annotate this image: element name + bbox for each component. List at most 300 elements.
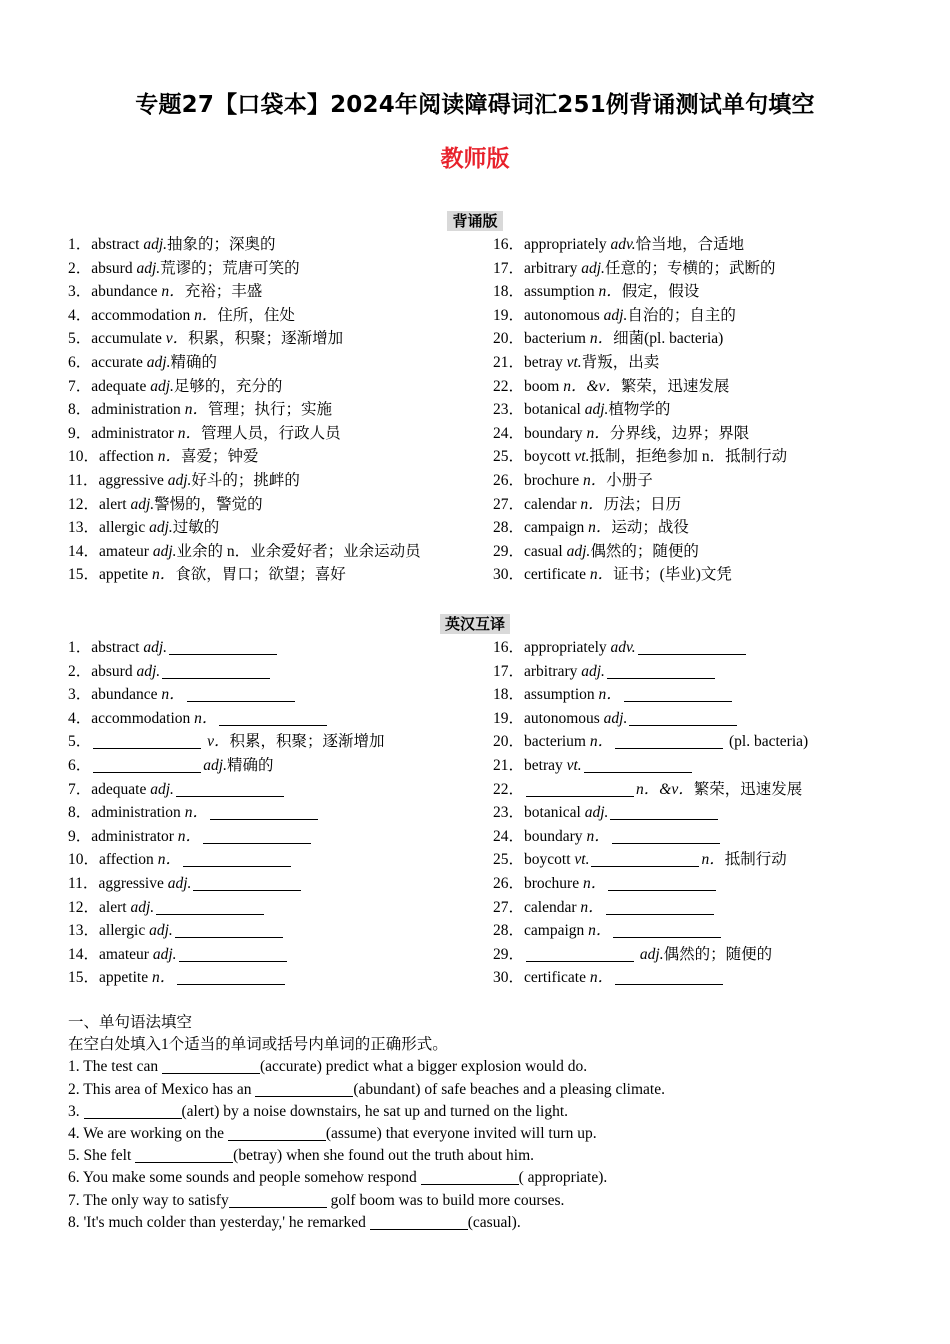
entry-word: brochure [524, 471, 583, 489]
answer-blank[interactable] [629, 710, 737, 726]
entry-number: 22． [493, 780, 525, 798]
answer-blank[interactable] [183, 851, 291, 867]
entry-pos: n． [586, 424, 610, 442]
entry-number: 19． [493, 709, 525, 727]
entry-pos: adj. [584, 401, 609, 419]
question-text: 4. We are working on the [68, 1124, 228, 1142]
test-entry [68, 943, 385, 967]
entry-meaning: 管理人员，行政人员 [201, 424, 341, 442]
entry-word: boundary [524, 827, 587, 845]
vocab-entry [493, 445, 787, 469]
entry-number: 6． [68, 756, 92, 774]
entry-number: 11． [68, 874, 99, 892]
grammar-question [68, 1079, 665, 1101]
entry-pos: adj. [152, 542, 177, 560]
entry-pos: adj. [581, 259, 605, 277]
entry-meaning: 偶然的；随便的 [590, 542, 699, 560]
question-text: (assume) that everyone invited will turn up. [325, 1124, 597, 1142]
entry-word: alert [99, 495, 131, 513]
question-text: 7. The only way to satisfy [68, 1191, 229, 1209]
vocab-entry [68, 257, 421, 281]
vocab-list-left [68, 233, 421, 587]
entry-pos: vt. [574, 448, 590, 466]
vocab-entry [68, 469, 421, 493]
test-entry [493, 707, 808, 731]
entry-word: campaign [524, 519, 589, 537]
entry-pos: adj. [167, 471, 192, 489]
entry-meaning: 精确的 [226, 756, 274, 774]
entry-number: 28． [493, 519, 525, 537]
entry-pos: n． [589, 969, 614, 987]
grammar-heading: 一、单句语法填空 [68, 1014, 193, 1031]
answer-blank[interactable] [135, 1148, 233, 1163]
entry-number: 16． [493, 236, 525, 253]
test-entry [68, 778, 385, 802]
entry-number: 17． [493, 662, 525, 680]
entry-pos: n． [589, 330, 614, 348]
test-entry [493, 896, 808, 920]
question-text: ( appropriate). [518, 1169, 608, 1187]
answer-blank[interactable] [162, 1059, 260, 1074]
vocab-list-right [493, 233, 787, 587]
entry-number: 5． [68, 733, 92, 751]
entry-number: 25． [493, 851, 525, 869]
entry-number: 23． [493, 401, 525, 419]
test-entry [493, 636, 808, 660]
answer-blank[interactable] [615, 733, 723, 749]
entry-word: amateur [99, 945, 153, 963]
vocab-entry [493, 469, 787, 493]
entry-word: brochure [524, 874, 583, 892]
entry-pos: n． [582, 874, 607, 892]
entry-word: administration [91, 401, 185, 419]
entry-number: 29． [493, 542, 525, 560]
entry-pos: n．&v． [563, 377, 621, 395]
entry-number: 24． [493, 424, 525, 442]
entry-meaning: 抽象的；深奥的 [167, 236, 276, 253]
entry-pos: vt. [566, 353, 582, 371]
entry-number: 28． [493, 922, 525, 940]
entry-meaning: 繁荣，迅速发展 [693, 780, 803, 798]
vocab-entry [68, 516, 421, 540]
entry-word: campaign [524, 922, 589, 940]
answer-blank[interactable] [219, 710, 327, 726]
entry-number: 7． [68, 780, 92, 798]
entry-pos: adj. [130, 495, 155, 513]
entry-word: boom [524, 377, 564, 395]
test-entry [68, 660, 385, 684]
entry-pos: n． [184, 401, 208, 419]
entry-meaning: 历法；日历 [603, 495, 682, 513]
answer-blank[interactable] [370, 1215, 468, 1230]
grammar-question [68, 1101, 665, 1123]
entry-pos: n． [157, 448, 181, 466]
vocab-entry [493, 516, 787, 540]
entry-number: 24． [493, 827, 525, 845]
entry-word: abundance [91, 686, 162, 704]
entry-word: arbitrary [524, 662, 582, 680]
vocab-entry [68, 563, 421, 587]
vocab-entry [68, 398, 421, 422]
entry-number: 22． [493, 377, 525, 395]
entry-pos: adj. [130, 898, 155, 916]
answer-blank[interactable] [84, 1104, 182, 1119]
entry-number: 9． [68, 827, 92, 845]
entry-meaning: 积累，积聚；逐渐增加 [229, 733, 385, 751]
entry-meaning: 好斗的；挑衅的 [191, 471, 300, 489]
entry-word: arbitrary [524, 259, 582, 277]
section-translate-label: 英汉互译 [0, 613, 950, 634]
entry-pos: n． [598, 686, 622, 704]
answer-blank[interactable] [229, 1193, 327, 1208]
entry-pos: adj. [603, 709, 628, 727]
answer-blank[interactable] [203, 828, 311, 844]
vocab-entry [68, 351, 421, 375]
grammar-question [68, 1123, 665, 1145]
answer-blank[interactable] [591, 851, 699, 867]
test-entry [68, 801, 385, 825]
entry-word: assumption [524, 686, 599, 704]
vocab-entry [493, 563, 787, 587]
entry-number: 29． [493, 945, 525, 963]
page-title: 专题27【口袋本】2024年阅读障碍词汇251例背诵测试单句填空 [135, 92, 815, 118]
entry-number: 27． [493, 495, 525, 513]
entry-word: calendar [524, 898, 581, 916]
test-entry [68, 683, 385, 707]
vocab-entry [493, 493, 787, 517]
entry-meaning: 偶然的；随便的 [663, 945, 773, 963]
test-entry [68, 730, 385, 754]
entry-word: boundary [524, 424, 587, 442]
answer-blank[interactable] [187, 686, 295, 702]
entry-number: 18． [493, 283, 525, 301]
answer-blank[interactable] [176, 781, 284, 797]
entry-pos: n． [151, 969, 176, 987]
entry-pos: n． [194, 306, 218, 324]
entry-number: 6． [68, 353, 92, 371]
entry-meaning: 过敏的 [172, 519, 220, 537]
entry-number: 23． [493, 804, 525, 822]
entry-number: 1． [68, 236, 92, 253]
vocab-entry [68, 422, 421, 446]
entry-word: boycott [524, 851, 575, 869]
answer-blank[interactable] [156, 899, 264, 915]
test-entry [68, 872, 385, 896]
entry-meaning: 荒谬的；荒唐可笑的 [160, 259, 300, 277]
entry-word: accurate [91, 353, 147, 371]
entry-number: 12． [68, 495, 100, 513]
entry-number: 2． [68, 662, 92, 680]
entry-number: 2． [68, 259, 92, 277]
entry-word: affection [99, 448, 158, 466]
entry-meaning: 警惕的，警觉的 [154, 495, 263, 513]
entry-pos: n． [177, 827, 202, 845]
entry-word: autonomous [524, 306, 604, 324]
answer-blank[interactable] [612, 828, 720, 844]
vocab-entry [493, 351, 787, 375]
test-entry [68, 848, 385, 872]
answer-blank[interactable] [606, 899, 714, 915]
vocab-entry [493, 540, 787, 564]
entry-meaning: 充裕；丰盛 [184, 283, 263, 301]
entry-meaning: 繁荣，迅速发展 [620, 377, 730, 395]
question-text: 6. You make some sounds and people somehow respond [68, 1169, 421, 1187]
entry-number: 20． [493, 733, 525, 751]
vocab-entry [68, 280, 421, 304]
grammar-question [68, 1190, 665, 1212]
test-entry [493, 966, 808, 990]
answer-blank[interactable] [584, 757, 692, 773]
entry-number: 7． [68, 377, 92, 395]
answer-blank[interactable] [93, 757, 201, 773]
entry-number: 1． [68, 639, 92, 656]
entry-word: bacterium [524, 733, 590, 751]
answer-blank[interactable] [421, 1170, 519, 1185]
entry-pos: n． [582, 471, 607, 489]
entry-number: 5． [68, 330, 92, 348]
test-entry [493, 825, 808, 849]
entry-pos: n． [588, 519, 612, 537]
answer-blank[interactable] [175, 922, 283, 938]
entry-pos: vt. [566, 756, 582, 774]
entry-word: adequate [91, 780, 151, 798]
entry-word: casual [524, 542, 567, 560]
entry-number: 27． [493, 898, 525, 916]
answer-blank[interactable] [255, 1082, 353, 1097]
answer-blank[interactable] [610, 804, 718, 820]
entry-word: absurd [91, 259, 137, 277]
entry-word: appetite [99, 969, 152, 987]
answer-blank[interactable] [228, 1126, 326, 1141]
entry-word: betray [524, 756, 567, 774]
entry-meaning: 管理；执行；实施 [207, 401, 332, 419]
test-entry [68, 919, 385, 943]
entry-word: accommodation [91, 709, 195, 727]
question-text: (accurate) predict what a bigger explosion would do. [259, 1058, 588, 1076]
entry-meaning: 证书；(毕业)文凭 [613, 566, 732, 584]
entry-pos: adj. [143, 639, 168, 656]
test-entry [493, 754, 808, 778]
grammar-question [68, 1167, 665, 1189]
entry-word: calendar [524, 495, 581, 513]
entry-meaning: 背叛，出卖 [581, 353, 660, 371]
test-entry [68, 825, 385, 849]
entry-pos: n． [701, 851, 725, 869]
entry-word: betray [524, 353, 567, 371]
entry-number: 26． [493, 471, 525, 489]
entry-pos: adj. [152, 945, 177, 963]
entry-number: 30． [493, 566, 525, 584]
answer-blank[interactable] [162, 663, 270, 679]
entry-pos: n． [580, 495, 604, 513]
page-subtitle: 教师版 [440, 146, 510, 172]
entry-number: 14． [68, 945, 100, 963]
vocab-entry [68, 327, 421, 351]
entry-number: 13． [68, 922, 100, 940]
entry-number: 25． [493, 448, 525, 466]
question-text: (alert) by a noise downstairs, he sat up and turned on the light. [181, 1102, 569, 1120]
entry-word: allergic [99, 519, 150, 537]
entry-pos: adv. [610, 236, 636, 253]
entry-pos: adj. [149, 922, 173, 940]
grammar-instruction: 在空白处填入1个适当的单词或括号内单词的正确形式。 [68, 1036, 448, 1054]
entry-pos: n． [157, 851, 181, 869]
entry-word: certificate [524, 566, 590, 584]
entry-number: 16． [493, 639, 525, 656]
answer-blank[interactable] [179, 946, 287, 962]
entry-pos: n． [161, 283, 185, 301]
entry-note: (pl. bacteria) [725, 733, 809, 751]
section-recite-label: 背诵版 [0, 210, 950, 231]
answer-blank[interactable] [526, 946, 634, 962]
entry-meaning: 任意的；专横的；武断的 [604, 259, 776, 277]
answer-blank[interactable] [210, 804, 318, 820]
test-entry [493, 801, 808, 825]
entry-number: 12． [68, 898, 100, 916]
entry-word: administrator [91, 827, 178, 845]
entry-meaning: 业余的 n．业余爱好者；业余运动员 [176, 542, 421, 560]
answer-blank[interactable] [193, 875, 301, 891]
vocab-entry [493, 398, 787, 422]
entry-number: 30． [493, 969, 525, 987]
entry-pos: adj. [146, 353, 171, 371]
entry-pos: n． [184, 804, 208, 822]
entry-number: 4． [68, 709, 92, 727]
entry-pos: adj. [636, 945, 664, 963]
entry-word: botanical [524, 401, 585, 419]
entry-pos: adj. [136, 259, 161, 277]
test-list-left [68, 636, 385, 990]
test-entry [493, 872, 808, 896]
test-entry [493, 919, 808, 943]
entry-word: amateur [99, 542, 153, 560]
question-text: (betray) when she found out the truth about him. [233, 1147, 535, 1165]
entry-pos: n． [588, 922, 612, 940]
entry-word: boycott [524, 448, 575, 466]
entry-word: certificate [524, 969, 590, 987]
question-text: 3. [68, 1102, 84, 1120]
entry-pos: adj. [143, 236, 168, 253]
answer-blank[interactable] [177, 969, 285, 985]
entry-word: assumption [524, 283, 599, 301]
answer-blank[interactable] [526, 781, 634, 797]
entry-pos: adj. [584, 804, 609, 822]
test-list-right [493, 636, 808, 990]
entry-pos: adj. [167, 874, 192, 892]
entry-word: aggressive [98, 874, 168, 892]
vocab-entry [493, 375, 787, 399]
entry-pos: v． [203, 733, 230, 751]
entry-word: bacterium [524, 330, 590, 348]
vocab-entry [493, 304, 787, 328]
vocab-entry [68, 375, 421, 399]
question-text: 5. She felt [68, 1147, 136, 1165]
entry-pos: adj. [150, 377, 174, 395]
entry-meaning: 积累，积聚；逐渐增加 [188, 330, 344, 348]
entry-word: alert [99, 898, 131, 916]
entry-word: appropriately [524, 236, 611, 253]
answer-blank[interactable] [169, 639, 277, 655]
entry-pos: n． [598, 283, 622, 301]
entry-number: 14． [68, 542, 100, 560]
test-entry [493, 660, 808, 684]
entry-number: 26． [493, 874, 525, 892]
entry-pos: adj. [566, 542, 591, 560]
entry-pos: n． [177, 424, 202, 442]
answer-blank[interactable] [608, 875, 716, 891]
entry-pos: n． [151, 566, 176, 584]
entry-pos: adj. [150, 780, 174, 798]
entry-pos: n． [589, 566, 614, 584]
vocab-entry [493, 280, 787, 304]
entry-number: 8． [68, 804, 92, 822]
vocab-entry [68, 493, 421, 517]
entry-meaning: 足够的，充分的 [173, 377, 283, 395]
entry-pos: n． [194, 709, 218, 727]
entry-pos: vt. [574, 851, 590, 869]
entry-number: 4． [68, 306, 92, 324]
test-entry [68, 896, 385, 920]
answer-blank[interactable] [638, 639, 746, 655]
vocab-entry [68, 445, 421, 469]
entry-pos: n．&v． [636, 780, 694, 798]
entry-meaning: 精确的 [170, 353, 217, 371]
entry-pos: adj. [136, 662, 161, 680]
entry-word: administration [91, 804, 185, 822]
test-entry [493, 778, 808, 802]
entry-number: 17． [493, 259, 525, 277]
test-entry [493, 848, 808, 872]
entry-word: absurd [91, 662, 137, 680]
vocab-entry [493, 257, 787, 281]
entry-word: abstract [91, 639, 144, 656]
question-text: golf boom was to build more courses. [326, 1191, 565, 1209]
entry-number: 13． [68, 519, 100, 537]
grammar-section [68, 1012, 665, 1234]
answer-blank[interactable] [615, 969, 723, 985]
entry-pos: n． [580, 898, 604, 916]
answer-blank[interactable] [93, 733, 201, 749]
entry-meaning: 植物学的 [608, 401, 671, 419]
entry-pos: n． [586, 827, 610, 845]
entry-number: 19． [493, 306, 525, 324]
answer-blank[interactable] [624, 686, 732, 702]
grammar-question [68, 1212, 665, 1234]
test-entry [68, 636, 385, 660]
answer-blank[interactable] [607, 663, 715, 679]
entry-meaning: 小册子 [606, 471, 653, 489]
question-text: (casual). [467, 1213, 521, 1231]
entry-pos: adj. [603, 306, 628, 324]
entry-pos: n． [161, 686, 185, 704]
entry-number: 15． [68, 969, 100, 987]
test-entry [493, 943, 808, 967]
entry-meaning: 分界线，边界；界限 [609, 424, 750, 442]
grammar-question [68, 1056, 665, 1078]
entry-pos: v． [165, 330, 189, 348]
test-entry [68, 966, 385, 990]
entry-meaning: 住所，住处 [217, 306, 295, 324]
entry-word: aggressive [98, 471, 168, 489]
entry-pos: adj. [581, 662, 605, 680]
answer-blank[interactable] [613, 922, 721, 938]
entry-pos: adv. [610, 639, 636, 656]
entry-number: 8． [68, 401, 92, 419]
entry-meaning: 恰当地，合适地 [635, 236, 745, 253]
entry-pos: adj. [149, 519, 173, 537]
test-entry [68, 754, 385, 778]
entry-number: 21． [493, 353, 525, 371]
